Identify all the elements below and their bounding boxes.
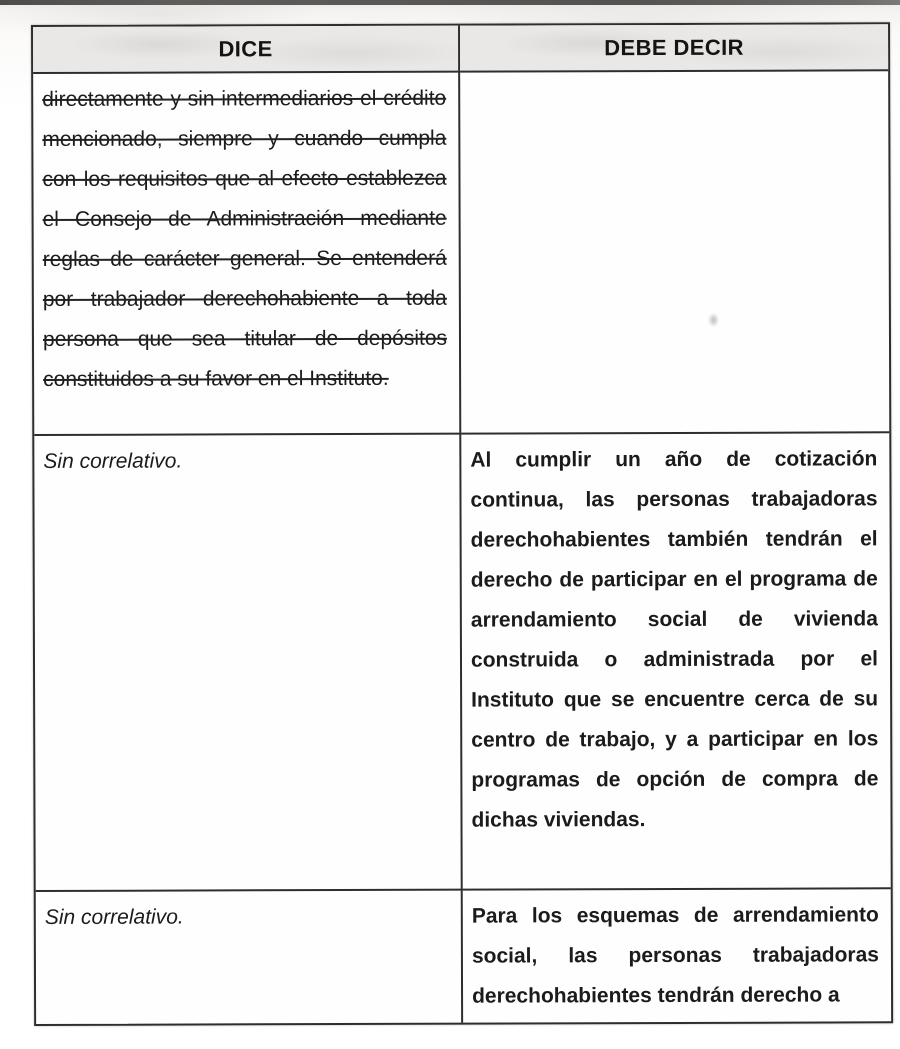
- scan-artifact-speck: [710, 315, 717, 325]
- table-row: [33, 69, 889, 434]
- header-cell-debe-decir: DEBE DECIR: [460, 24, 888, 70]
- table-row: [36, 887, 891, 1024]
- comparison-table: [31, 22, 893, 1026]
- cell-debe-decir-esquemas-arrendamiento: Para los esquemas de arrendamiento social, las personas trabajadoras derechohabientes tendrán derecho a: [463, 887, 891, 1022]
- cell-dice-strikethrough-paragraph: directamente y sin intermediarios el crédito mencionado, siempre y cuando cumpla con los requisitos que al efecto establezca el Consejo de Administración mediante reglas de carácter general. Se entenderá por trabajador derechohabiente a toda persona que sea titular de depósitos constituidos a su favor en el Instituto.: [33, 71, 461, 434]
- cell-dice-sin-correlativo-2: Sin correlativo.: [36, 889, 463, 1024]
- cell-dice-sin-correlativo-1: Sin correlativo.: [34, 433, 462, 890]
- cell-debe-decir-arrendamiento-social: Al cumplir un año de cotización continua, las personas trabajadoras derechohabientes también tendrán el derecho de participar en el programa de arrendamiento social de vivienda construida o administrada por el Instituto que se encuentre cerca de su centro de trabajo, y a participar en los programas de opción de compra de dichas viviendas.: [461, 431, 890, 888]
- table-row: [34, 431, 890, 890]
- header-cell-dice: DICE: [33, 26, 460, 72]
- cell-debe-decir-empty: [460, 69, 889, 432]
- table-header-row: [33, 24, 888, 72]
- scan-edge-strip: [0, 0, 900, 5]
